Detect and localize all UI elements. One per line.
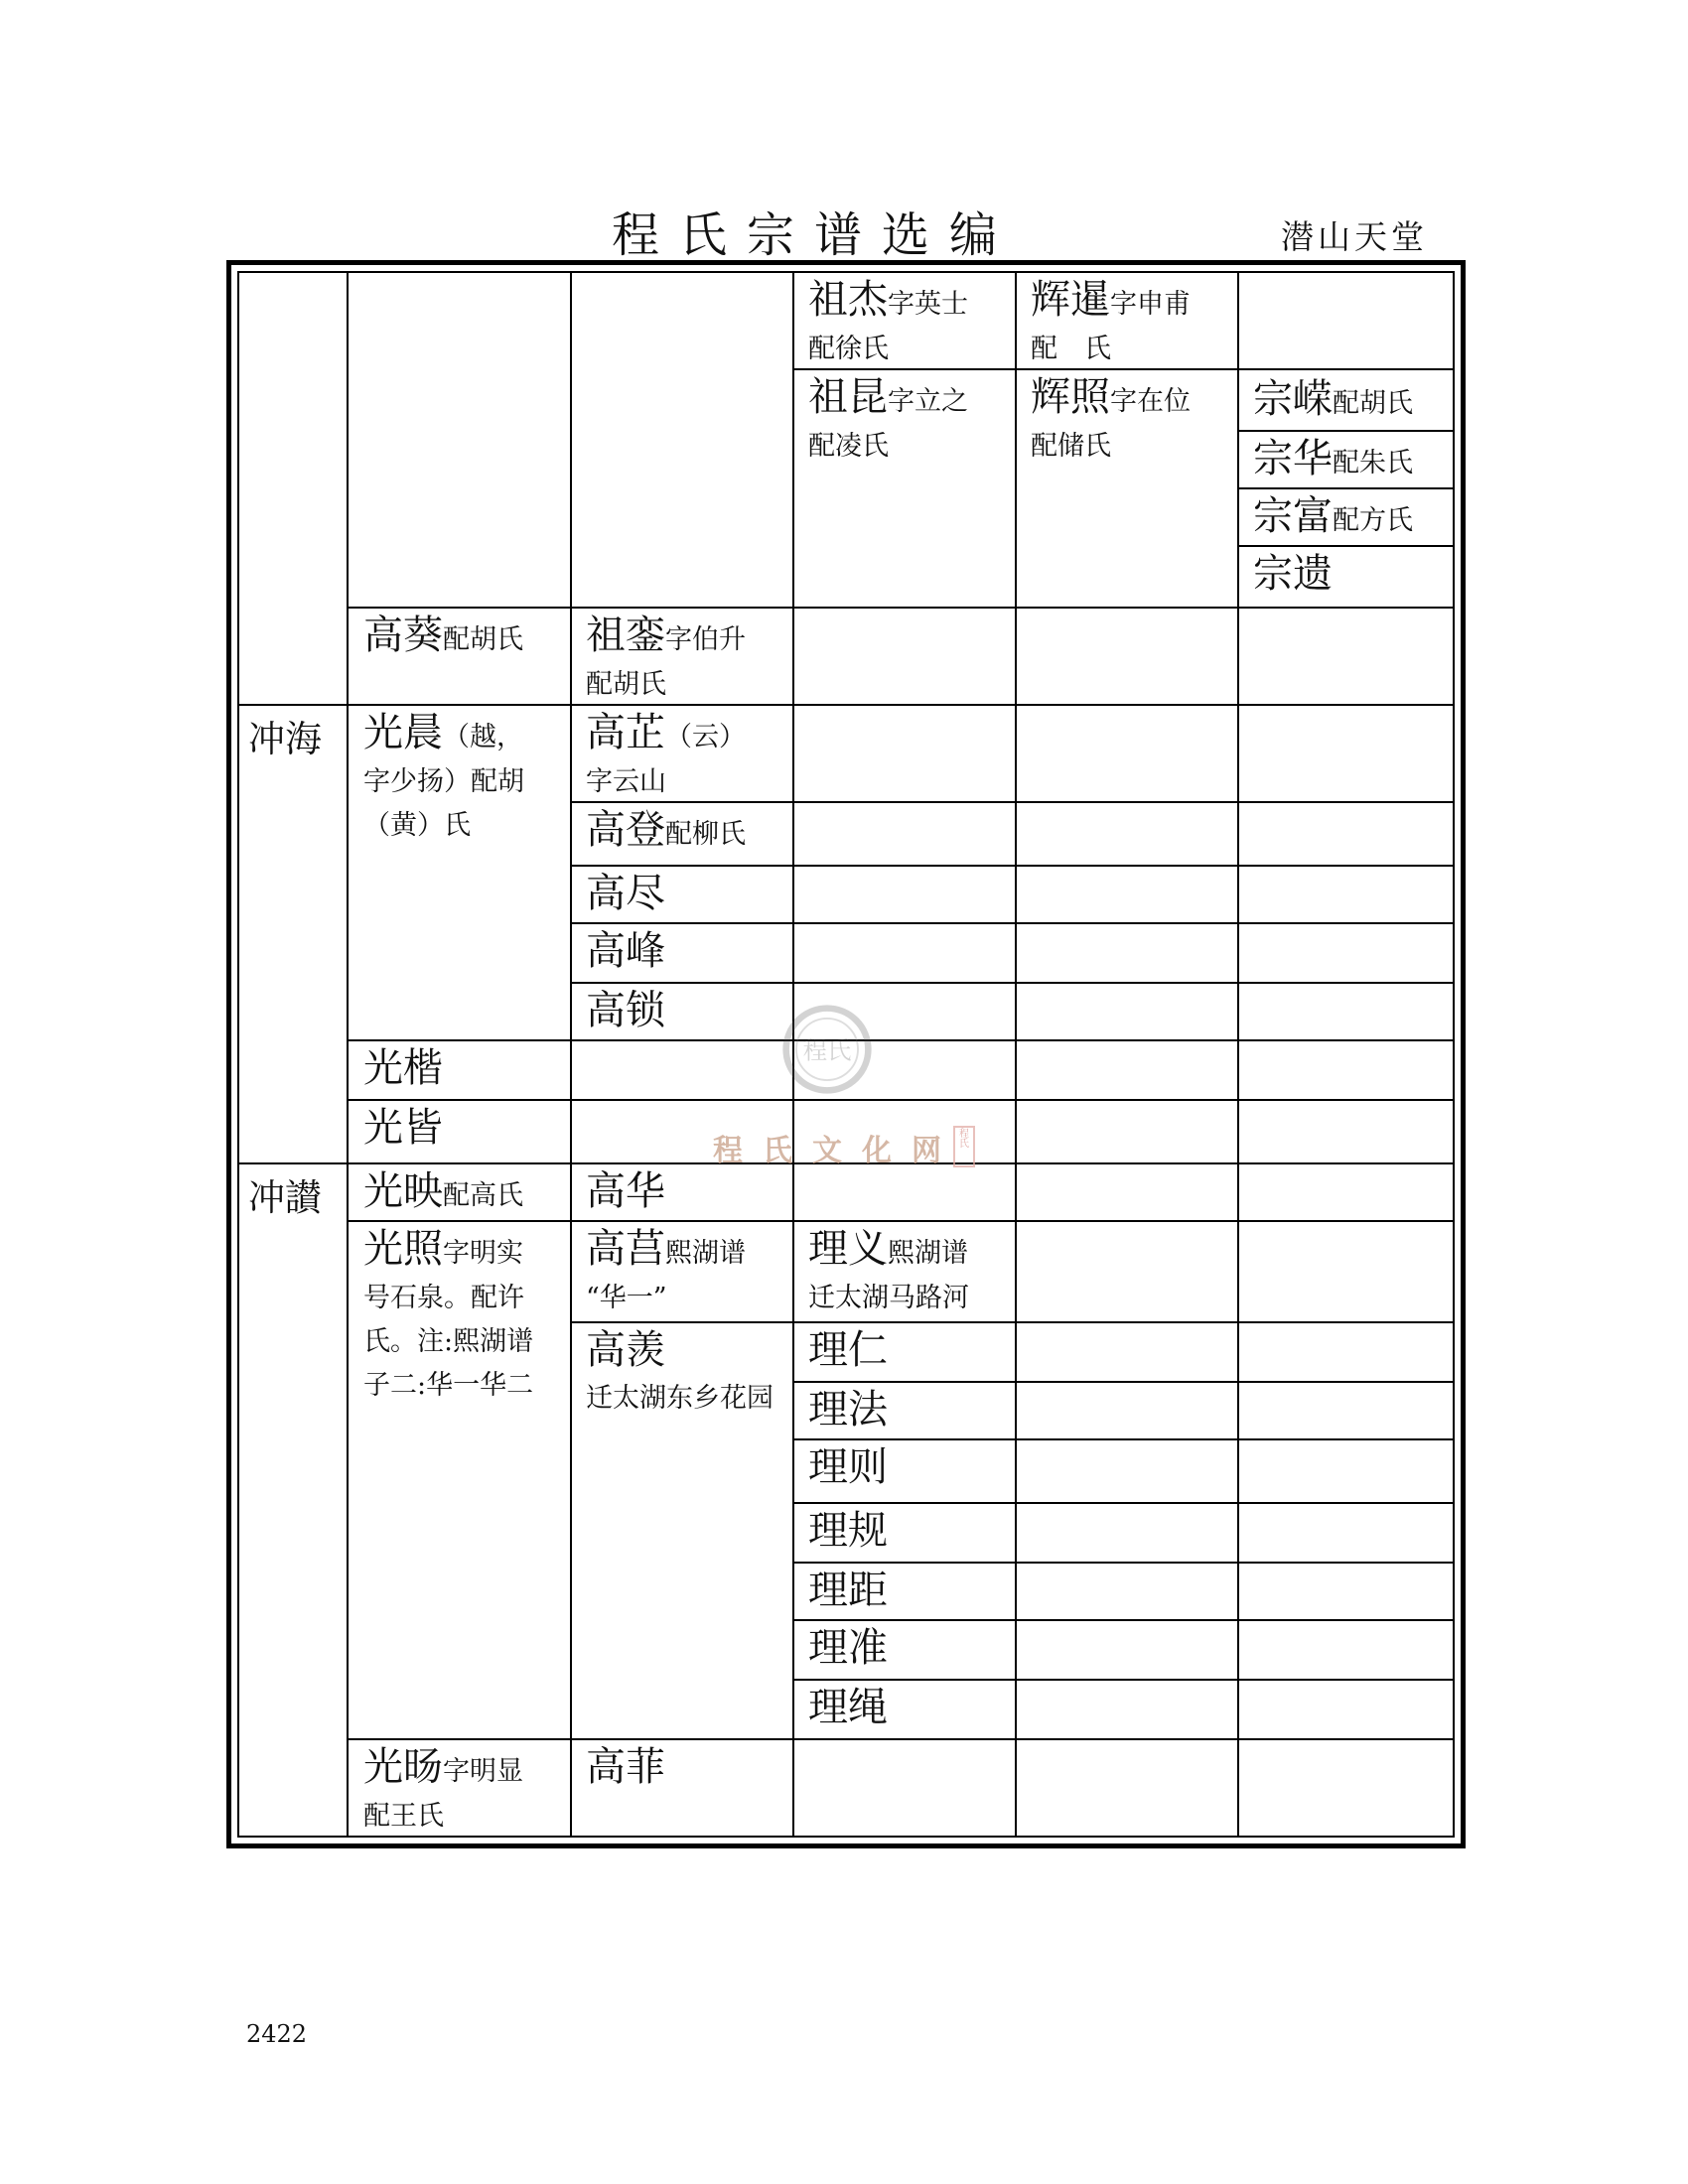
entry-zukun [808,375,987,469]
entry-name: 理规 [808,1508,888,1554]
watermark-seal-text: 程氏 [802,1035,852,1065]
entry-ligui [808,1509,1007,1557]
entry-zongfu [1253,494,1452,543]
entry-name: 宗遗 [1253,551,1333,597]
entry-name: 辉暹 [1031,277,1110,323]
entry-name: 高羡 [586,1327,665,1373]
entry-note: 配储氏 [1031,431,1111,462]
entry-note: 熙湖谱 [888,1238,968,1269]
entry-note: 配高氏 [443,1180,523,1211]
entry-name: 宗嵘 [1253,376,1333,422]
entry-guangjie [363,1106,562,1154]
entry-note: 字立之 [888,386,968,417]
entry-zongyi [1253,552,1452,600]
entry-gaosuo [586,989,784,1036]
entry-name: 辉照 [1031,374,1110,420]
entry-lizhun [808,1626,1007,1674]
entry-gaodeng [586,808,784,857]
entry-note: 字少扬）配胡（黄）氏 [363,766,524,841]
entry-name: 祖銮 [586,613,665,658]
entry-gaohua [586,1169,784,1217]
entry-name: 理准 [808,1625,888,1671]
branch-label-chonghai: 冲海 [248,718,322,760]
entry-name: 光旸 [363,1744,443,1790]
entry-name: 祖昆 [808,374,888,420]
entry-name: 光晨 [363,710,443,755]
entry-name: 高登 [586,807,665,853]
entry-guangzhao [363,1227,558,1407]
entry-name: 高峰 [586,928,665,974]
entry-name: 理绳 [808,1685,888,1730]
entry-note: 配 氏 [1031,334,1111,364]
watermark-site-name: 程氏文化网 [713,1134,961,1168]
entry-name: 理仁 [808,1327,888,1373]
entry-huizhao [1031,375,1219,469]
entry-name: 光皆 [363,1105,443,1151]
entry-name: 高锁 [586,988,665,1033]
entry-name: 理义 [808,1226,888,1272]
entry-liju [808,1569,1007,1616]
entry-zujie [808,278,987,371]
entry-note: （云） [665,722,746,752]
entry-gaozhi [586,711,784,804]
entry-note: 迁太湖东乡花园 [586,1383,774,1414]
entry-name: 光映 [363,1168,443,1214]
entry-note: 配朱氏 [1333,448,1413,478]
entry-name: 宗华 [1253,436,1333,481]
entry-note: 配胡氏 [1333,388,1413,419]
entry-gaofei [586,1745,784,1793]
entry-note: （越， [443,722,523,752]
entry-name: 宗富 [1253,493,1333,539]
page-title: 程氏宗谱选编 [611,207,1017,263]
entry-name: 高菲 [586,1744,665,1790]
entry-guangyang [363,1745,562,1839]
entry-gaojin [586,872,784,919]
entry-note: 号石泉。配许氏。注:熙湖谱子二:华一华二 [363,1283,534,1401]
branch-label-chongzan: 冲讃 [248,1176,322,1219]
watermark-seal-icon [780,1003,874,1096]
entry-zuluan [586,614,784,707]
entry-gaofeng [586,929,784,977]
entry-note: 字明实 [443,1238,523,1269]
entry-note: 配胡氏 [443,624,523,655]
entry-gaokui [363,614,562,662]
entry-note: 配胡氏 [586,669,666,700]
entry-zonghua [1253,437,1452,485]
entry-name: 高尽 [586,871,665,916]
hall-name: 潜山天堂 [1281,217,1428,256]
entry-name: 理距 [808,1568,888,1613]
entry-note: 字明显 [443,1756,523,1787]
entry-note: 字申甫 [1110,289,1191,320]
entry-note: 字伯升 [665,624,746,655]
entry-note: 迁太湖马路河 [808,1283,969,1313]
entry-name: 祖杰 [808,277,888,323]
entry-note: “华一” [586,1283,667,1313]
entry-note: 配方氏 [1333,505,1413,536]
entry-lifa [808,1388,1007,1435]
entry-guangchen [363,711,558,847]
entry-note: 配王氏 [363,1801,444,1832]
entry-guangkai [363,1046,562,1094]
entry-liyi [808,1227,1007,1320]
entry-lize [808,1445,1007,1493]
entry-note: 配柳氏 [665,819,746,850]
entry-name: 高芷 [586,710,665,755]
entry-note: 字英士 [888,289,968,320]
entry-gaoxian [586,1328,780,1420]
entry-name: 高莒 [586,1226,665,1272]
entry-name: 光楷 [363,1045,443,1091]
entry-guangying [363,1169,562,1218]
entry-note: 字在位 [1110,386,1191,417]
entry-note: 字云山 [586,766,666,797]
entry-liren [808,1328,1007,1376]
entry-gaoju [586,1227,784,1320]
entry-huixian [1031,278,1219,371]
entry-name: 理则 [808,1444,888,1490]
entry-note: 熙湖谱 [665,1238,746,1269]
watermark-stamp: 程氏 [953,1126,975,1167]
entry-name: 光照 [363,1226,443,1272]
entry-note: 配凌氏 [808,431,889,462]
entry-name: 理法 [808,1387,888,1433]
entry-lisheng [808,1686,1007,1733]
entry-note: 配徐氏 [808,334,889,364]
entry-name: 高华 [586,1168,665,1214]
entry-zongrong [1253,377,1452,426]
entry-name: 高葵 [363,613,443,658]
page-number: 2422 [246,2020,308,2048]
